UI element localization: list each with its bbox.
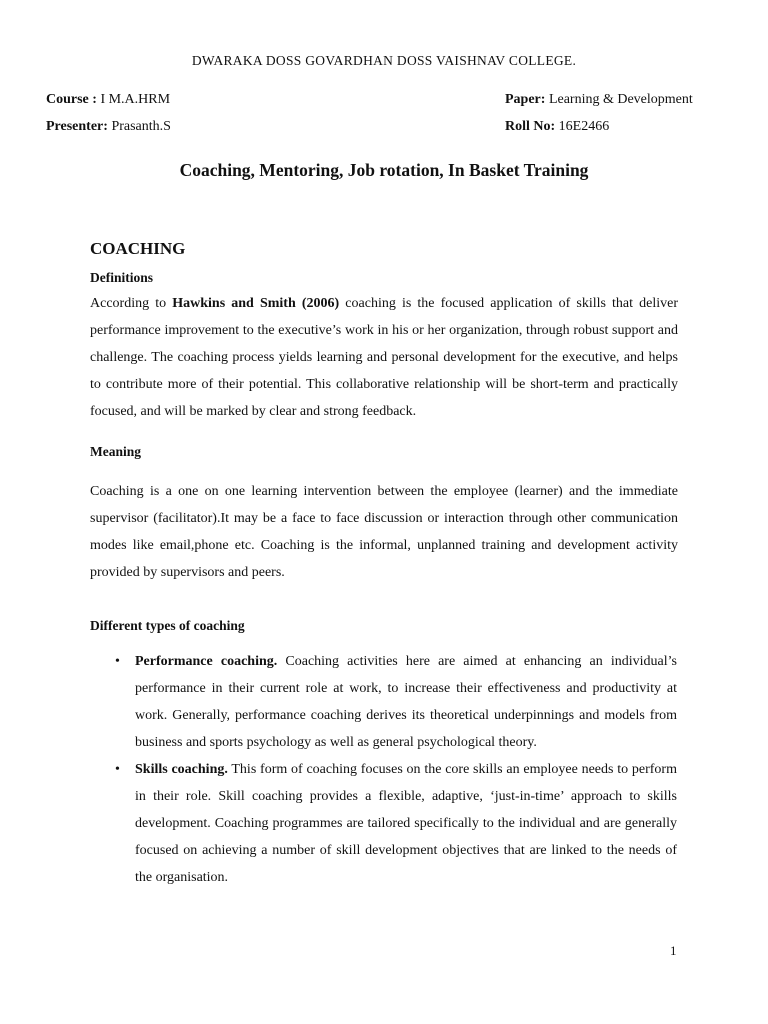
- list-item: [135, 648, 677, 756]
- coaching-type-term: Performance coaching.: [135, 654, 278, 669]
- college-name: DWARAKA DOSS GOVARDHAN DOSS VAISHNAV COLLEGE.: [191, 53, 577, 68]
- definitions-pre: According to: [90, 296, 167, 311]
- paper-label: Paper:: [505, 92, 546, 107]
- paper-value: Learning & Development: [548, 92, 693, 107]
- definitions-paragraph: [90, 290, 678, 425]
- presenter-line: [46, 119, 171, 135]
- definitions-citation: Hawkins and Smith (2006): [172, 296, 340, 311]
- types-heading: Different types of coaching: [90, 618, 245, 633]
- bullet-icon: •: [115, 654, 120, 669]
- presenter-label: Presenter:: [46, 119, 108, 134]
- list-item: [135, 756, 677, 891]
- coaching-type-term: Skills coaching.: [135, 762, 228, 777]
- roll-label: Roll No:: [505, 119, 556, 134]
- coaching-type-text: This form of coaching focuses on the core skills an employee needs to perform in their role. Skill coaching provides a flexible, adaptive, ‘just-in-time’ approach to skills development. Coaching programmes are tailored specifically to the individual and are generally focused on achieving a number of skill development objectives that are linked to the needs of the organisation.: [135, 762, 677, 885]
- page-number: 1: [670, 943, 677, 958]
- meaning-heading: Meaning: [90, 444, 142, 459]
- presenter-value: Prasanth.S: [111, 119, 171, 134]
- definitions-heading: Definitions: [90, 270, 154, 285]
- definitions-body: coaching is the focused application of skills that deliver performance improvement to the executive’s work in his or her organization, through robust support and challenge. The coaching process yields learning and personal development for the executive, and helps to contribute more of their potential. This collaborative relationship will be short-term and practically focused, and will be marked by clear and strong feedback.: [90, 296, 679, 419]
- course-label: Course :: [46, 92, 97, 107]
- roll-line: [505, 119, 609, 135]
- coaching-type-text: Coaching activities here are aimed at enhancing an individual’s performance in their current role at work, to increase their effectiveness and productivity at work. Generally, performance coaching derives its theoretical underpinnings and models from business and sports psychology as well as general psychological theory.: [135, 654, 677, 750]
- document-title: Coaching, Mentoring, Job rotation, In Basket Training: [179, 160, 589, 180]
- course-value: I M.A.HRM: [100, 92, 171, 107]
- bullet-icon: •: [115, 762, 120, 777]
- roll-value: 16E2466: [558, 119, 610, 134]
- course-line: [46, 92, 170, 108]
- section-heading: COACHING: [90, 239, 186, 258]
- paper-line: [505, 92, 693, 108]
- meaning-paragraph: Coaching is a one on one learning intervention between the employee (learner) and the immediate supervisor (facilitator).It may be a face to face discussion or interaction through other communication modes like email,phone etc. Coaching is the informal, unplanned training and development activity provided by supervisors and peers.: [90, 484, 678, 580]
